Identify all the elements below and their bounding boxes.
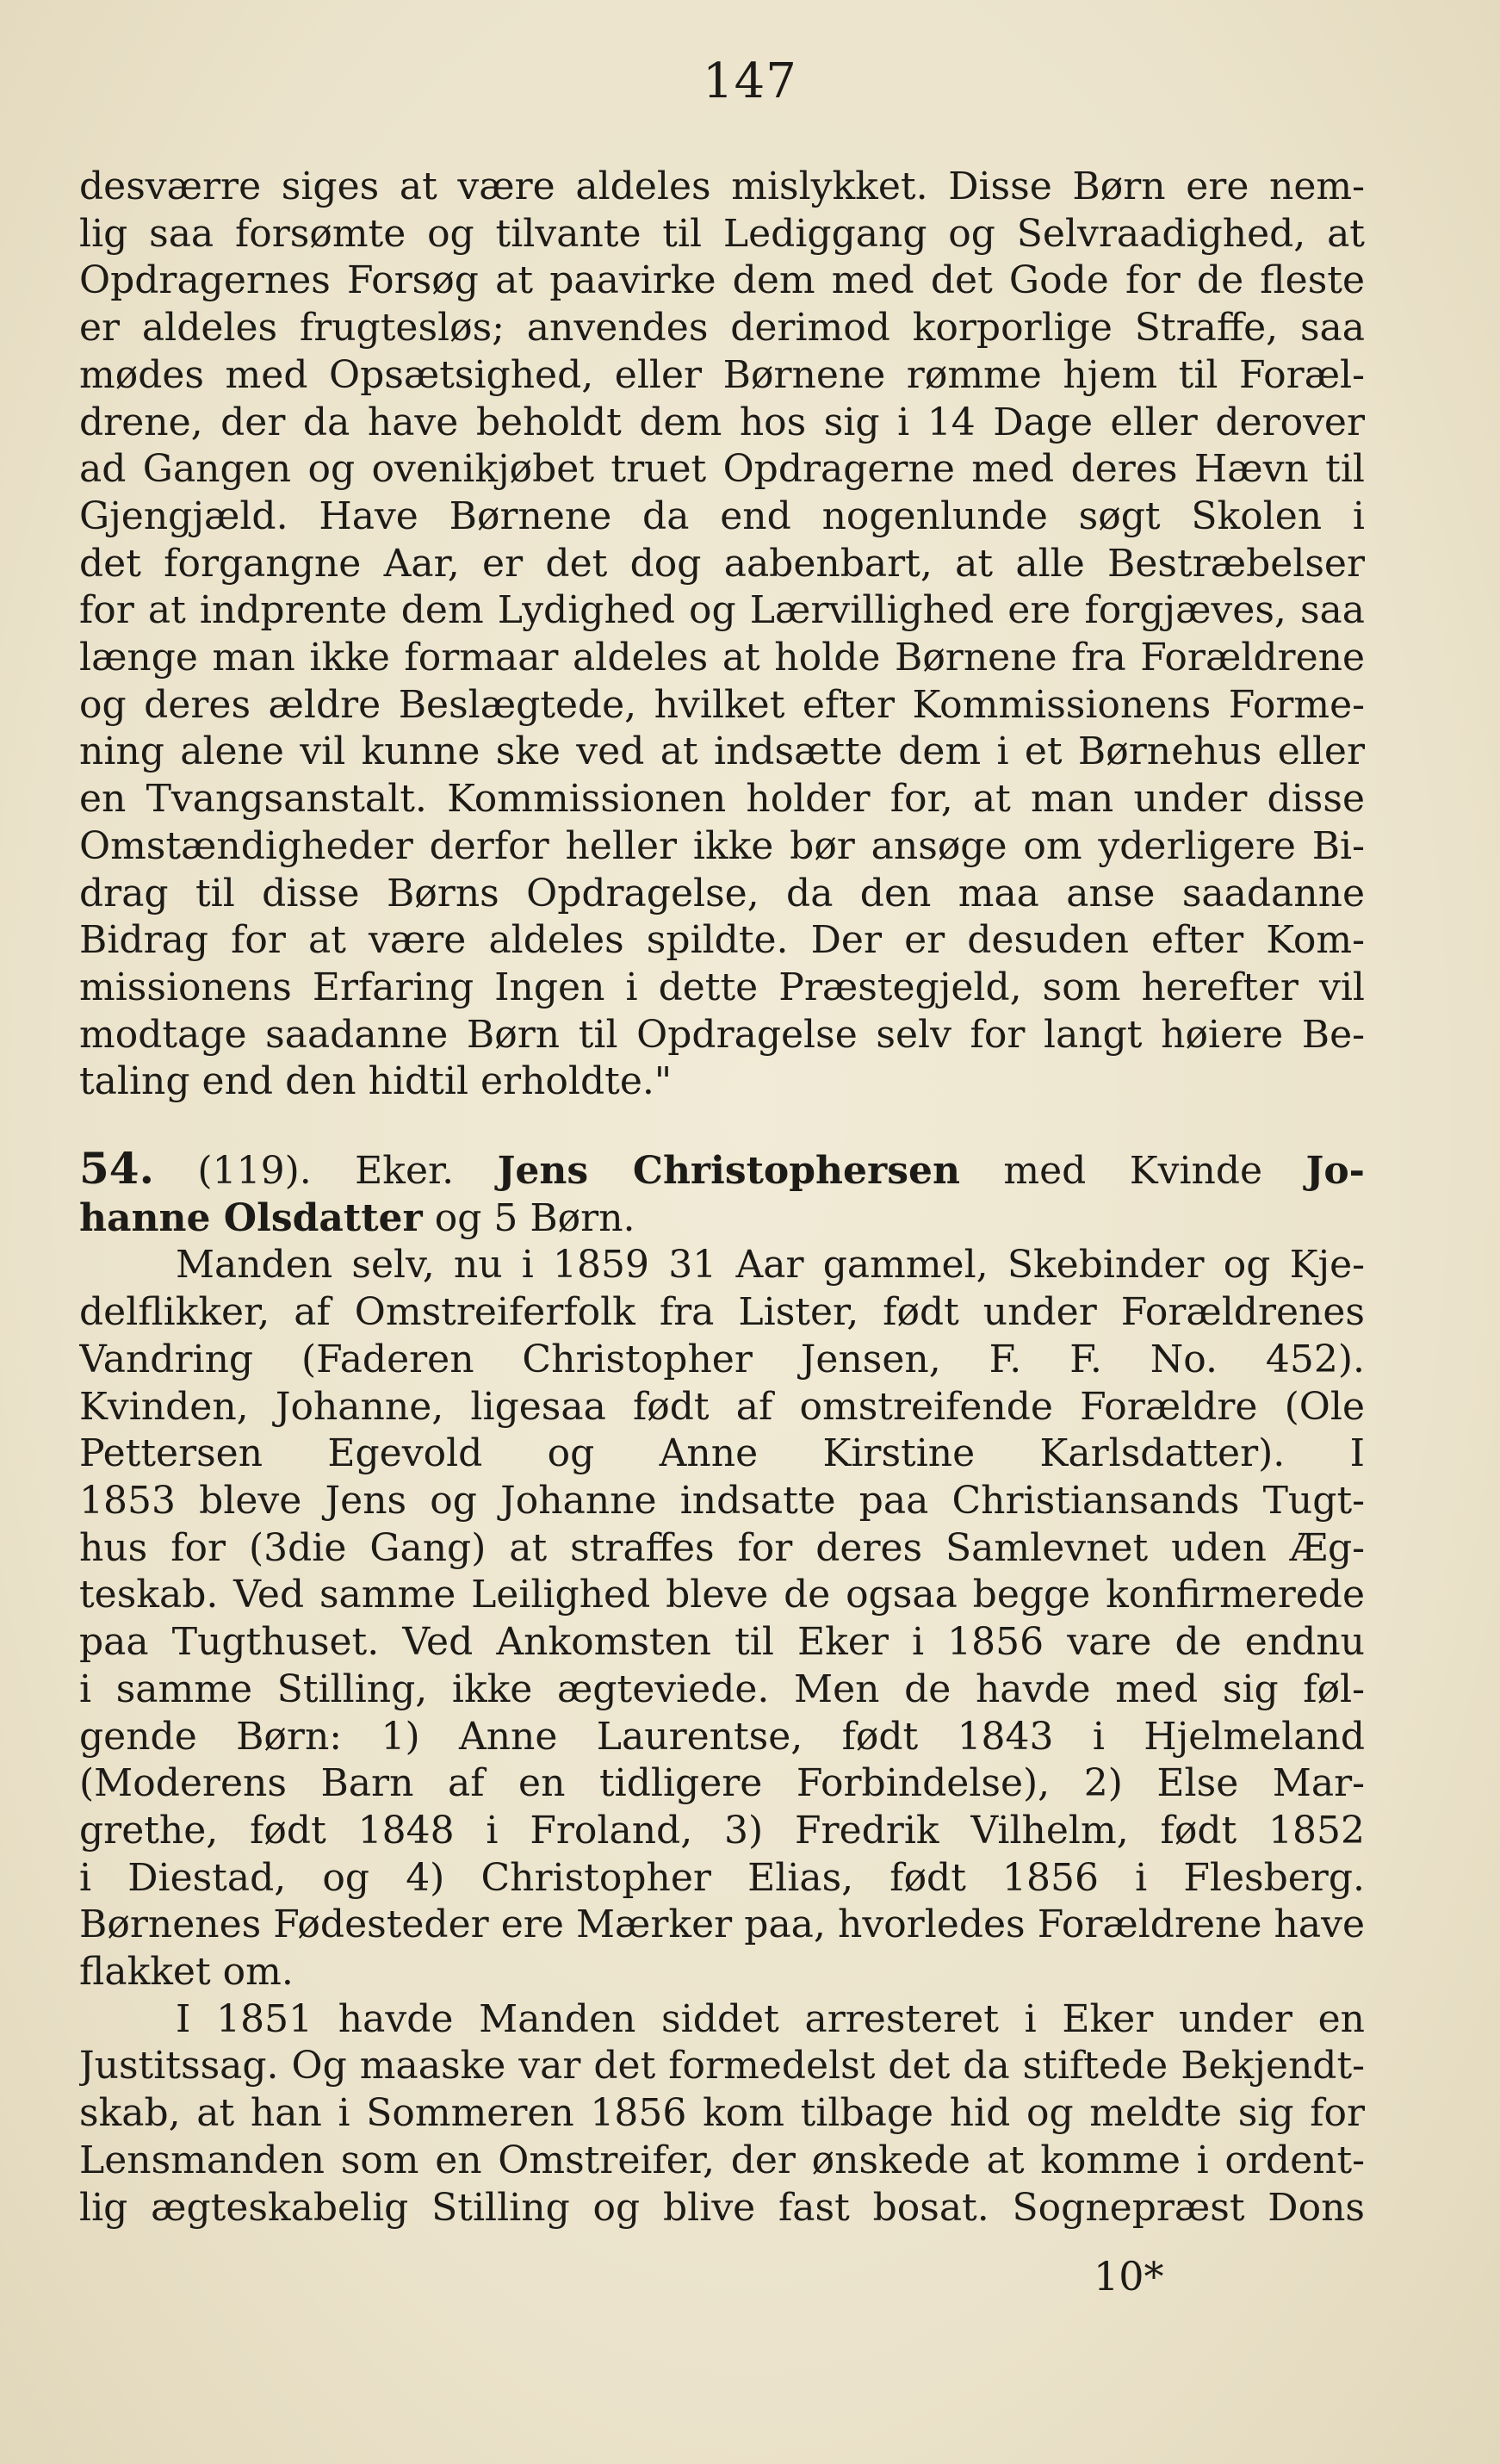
text-line: Kvinden, Johanne, ligesaa født af omstreifende Forældre (Ole bbox=[79, 1384, 1365, 1429]
text-body bbox=[79, 164, 1365, 2231]
entry-with-text: med Kvinde bbox=[1003, 1149, 1263, 1194]
text-line: drene, der da have beholdt dem hos sig i 14 Dage eller derover bbox=[79, 400, 1365, 444]
page-number: 147 bbox=[703, 53, 797, 109]
paragraph bbox=[79, 1996, 1365, 2232]
text-line: i Diestad, og 4) Christopher Elias, født 1856 i Flesberg. bbox=[79, 1855, 1365, 1900]
text-line: Bidrag for at være aldeles spildte. Der er desuden efter Kom- bbox=[79, 918, 1365, 963]
text-line: ning alene vil kunne ske ved at indsætte dem i et Børnehus eller bbox=[79, 729, 1365, 774]
text-line: Justitssag. Og maaske var det formedelst det da stiftede Bekjendt- bbox=[79, 2044, 1365, 2089]
text-line: teskab. Ved samme Leilighed bleve de ogsaa begge konfirmerede bbox=[79, 1573, 1365, 1617]
text-line: desværre siges at være aldeles mislykket. Disse Børn ere nem- bbox=[79, 164, 1365, 208]
text-line: gende Børn: 1) Anne Laurentse, født 1843 i Hjelmeland bbox=[79, 1714, 1365, 1759]
text-line: Opdragernes Forsøg at paavirke dem med det Gode for de fleste bbox=[79, 258, 1365, 303]
text-line: og deres ældre Beslægtede, hvilket efter Kommissionens Forme- bbox=[79, 682, 1365, 727]
text-line: Omstændigheder derfor heller ikke bør ansøge om yderligere Bi- bbox=[79, 823, 1365, 868]
text-line: hus for (3die Gang) at straffes for deres Samlevnet uden Æg- bbox=[79, 1525, 1365, 1570]
entry-name-wife-start: Jo- bbox=[1305, 1149, 1365, 1194]
text-line: Vandring (Faderen Christopher Jensen, F. F. No. 452). bbox=[79, 1337, 1365, 1381]
text-line: ad Gangen og ovenikjøbet truet Opdragerne med deres Hævn til bbox=[79, 447, 1365, 492]
entry-heading-line bbox=[79, 1195, 1365, 1243]
text-line: paa Tugthuset. Ved Ankomsten til Eker i 1856 vare de endnu bbox=[79, 1620, 1365, 1665]
signature-mark: 10* bbox=[1094, 2253, 1164, 2300]
text-line: skab, at han i Sommeren 1856 kom tilbage hid og meldte sig for bbox=[79, 2091, 1365, 2136]
text-line: lig saa forsømte og tilvante til Lediggang og Selvraadighed, at bbox=[79, 211, 1365, 256]
text-line: længe man ikke formaar aldeles at holde Børnene fra Forældrene bbox=[79, 636, 1365, 680]
text-line: missionens Erfaring Ingen i dette Præstegjeld, som herefter vil bbox=[79, 965, 1365, 1009]
entry-place: Eker. bbox=[355, 1149, 455, 1194]
text-line: lig ægteskabelig Stilling og blive fast bosat. Sognepræst Dons bbox=[79, 2185, 1365, 2230]
text-line: delflikker, af Omstreiferfolk fra Lister, født under Forældrenes bbox=[79, 1290, 1365, 1335]
text-line: det forgangne Aar, er det dog aabenbart, at alle Bestræbelser bbox=[79, 541, 1365, 586]
text-line: Børnenes Fødesteder ere Mærker paa, hvorledes Forældrene have bbox=[79, 1902, 1365, 1947]
text-line: en Tvangsanstalt. Kommissionen holder for, at man under disse bbox=[79, 777, 1365, 822]
text-line: taling end den hidtil erholdte." bbox=[79, 1059, 673, 1104]
entry-heading-line bbox=[79, 1145, 1365, 1195]
entry-children-text: og 5 Børn. bbox=[434, 1195, 635, 1240]
text-line: Gjengjæld. Have Børnene da end nogenlunde søgt Skolen i bbox=[79, 493, 1365, 538]
text-line: modtage saadanne Børn til Opdragelse selv for langt høiere Be- bbox=[79, 1012, 1365, 1057]
text-line: flakket om. bbox=[79, 1950, 294, 1995]
text-line: 1853 bleve Jens og Johanne indsatte paa Christiansands Tugt- bbox=[79, 1478, 1365, 1523]
text-line: for at indprente dem Lydighed og Lærvillighed ere forgjæves, saa bbox=[79, 588, 1365, 633]
text-line: Pettersen Egevold og Anne Kirstine Karlsdatter). I bbox=[79, 1431, 1365, 1476]
text-line: Manden selv, nu i 1859 31 Aar gammel, Skebinder og Kje- bbox=[176, 1243, 1365, 1288]
entry-number: 54. bbox=[79, 1145, 154, 1195]
text-line: mødes med Opsætsighed, eller Børnene rømme hjem til Foræl- bbox=[79, 352, 1365, 397]
text-line: grethe, født 1848 i Froland, 3) Fredrik Vilhelm, født 1852 bbox=[79, 1808, 1365, 1853]
text-line: (Moderens Barn af en tidligere Forbindelse), 2) Else Mar- bbox=[79, 1761, 1365, 1806]
text-line: er aldeles frugtesløs; anvendes derimod korporlige Straffe, saa bbox=[79, 306, 1365, 351]
entry-heading bbox=[79, 1145, 1365, 1242]
text-line: I 1851 havde Manden siddet arresteret i Eker under en bbox=[176, 1996, 1365, 2041]
entry-name-wife-end: hanne Olsdatter bbox=[79, 1195, 423, 1240]
text-line: drag til disse Børns Opdragelse, da den maa anse saadanne bbox=[79, 871, 1365, 915]
entry-name-husband: Jens Christophersen bbox=[497, 1149, 960, 1194]
paragraph bbox=[79, 1242, 1365, 1995]
entry-reference: (119). bbox=[197, 1149, 312, 1194]
text-line: i samme Stilling, ikke ægteviede. Men de havde med sig føl- bbox=[79, 1666, 1365, 1711]
text-line: Lensmanden som en Omstreifer, der ønskede at komme i ordent- bbox=[79, 2138, 1365, 2182]
paragraph-continuation bbox=[79, 164, 1365, 1106]
